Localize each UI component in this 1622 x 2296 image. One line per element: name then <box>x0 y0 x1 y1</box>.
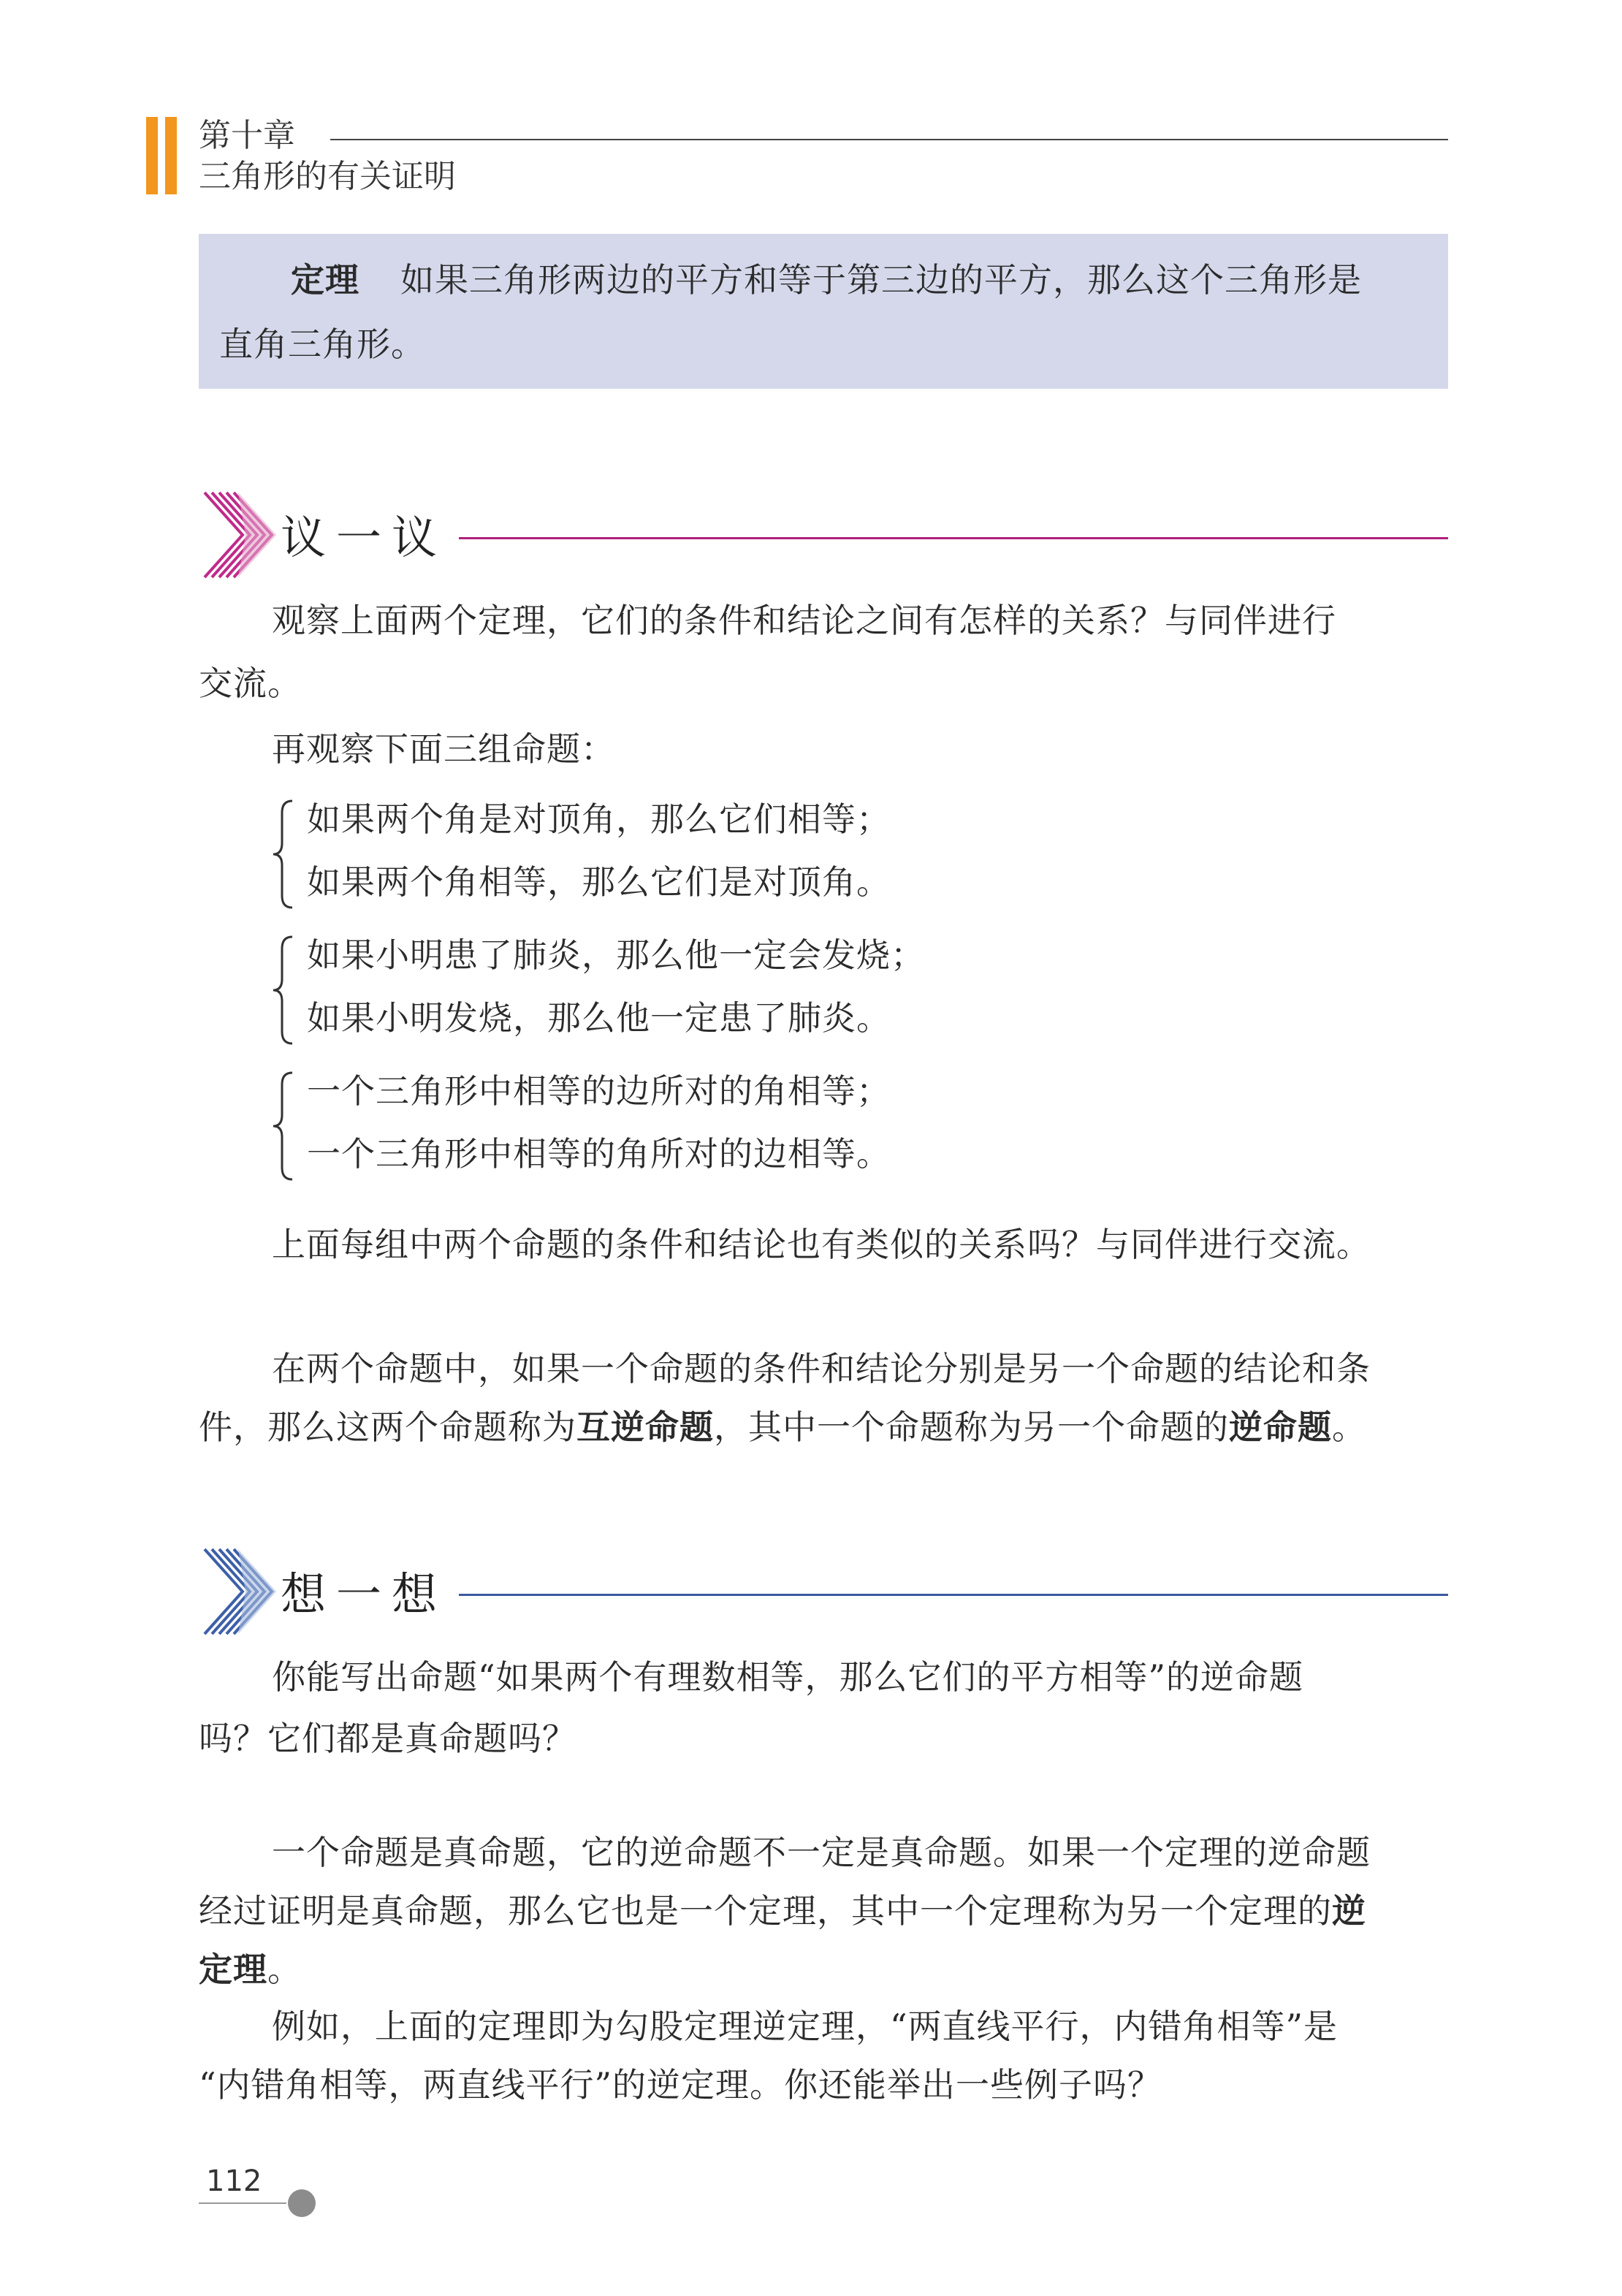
proposition: 一个三角形中相等的边所对的角相等； <box>307 1071 891 1111</box>
header-accent-bar <box>165 117 177 194</box>
paragraph: 观察上面两个定理，它们的条件和结论之间有怎样的关系？与同伴进行 <box>272 601 1336 640</box>
proposition: 如果小明发烧，那么他一定患了肺炎。 <box>307 998 891 1038</box>
chevron-arrows-icon <box>199 488 278 582</box>
paragraph-text: 。 <box>267 1950 302 1989</box>
paragraph-text: 经过证明是真命题，那么它也是一个定理，其中一个定理称为另一个定理的 <box>199 1891 1332 1931</box>
definition-text: 。 <box>1332 1407 1366 1447</box>
header-rule <box>330 139 1448 140</box>
theorem-label: 定理 <box>291 260 359 300</box>
paragraph: “内错角相等，两直线平行”的逆定理。你还能举出一些例子吗？ <box>199 2065 1162 2105</box>
paragraph: 再观察下面三组命题： <box>272 729 615 769</box>
definition-line-1: 在两个命题中，如果一个命题的条件和结论分别是另一个命题的结论和条 <box>272 1349 1371 1388</box>
section-title-discuss: 议一议 <box>281 511 448 564</box>
proposition: 如果小明患了肺炎，那么他一定会发烧； <box>307 935 925 975</box>
paragraph: 交流。 <box>199 664 302 703</box>
proposition: 一个三角形中相等的角所对的边相等。 <box>307 1134 891 1174</box>
paragraph: 吗？它们都是真命题吗？ <box>199 1719 576 1758</box>
definition-line-2 <box>199 1396 1366 1459</box>
term-converse: 逆命题 <box>1229 1407 1332 1447</box>
theorem-text: 如果三角形两边的平方和等于第三边的平方，那么这个三角形是 <box>400 260 1362 300</box>
brace-icon <box>270 799 295 909</box>
section-rule <box>459 1594 1448 1596</box>
section-rule <box>459 537 1448 539</box>
term-converse-theorem: 定理 <box>199 1950 267 1989</box>
paragraph: 上面每组中两个命题的条件和结论也有类似的关系吗？与同伴进行交流。 <box>272 1225 1371 1264</box>
definition-text: ，其中一个命题称为另一个命题的 <box>714 1407 1229 1447</box>
paragraph <box>199 1938 302 2001</box>
term-mutual-converse: 互逆命题 <box>576 1407 714 1447</box>
definition-text: 件，那么这两个命题称为 <box>199 1407 576 1447</box>
chapter-label: 第十章 <box>199 117 295 154</box>
paragraph: 例如，上面的定理即为勾股定理逆定理，“两直线平行，内错角相等”是 <box>272 2007 1339 2046</box>
header-accent-bar <box>146 117 158 194</box>
chevron-arrows-icon <box>199 1545 278 1638</box>
proposition: 如果两个角相等，那么它们是对顶角。 <box>307 862 891 902</box>
proposition: 如果两个角是对顶角，那么它们相等； <box>307 799 891 839</box>
brace-icon <box>270 935 295 1045</box>
page-number: 112 <box>206 2164 262 2198</box>
section-title-think: 想一想 <box>281 1567 448 1621</box>
paragraph: 一个命题是真命题，它的逆命题不一定是真命题。如果一个定理的逆命题 <box>272 1833 1371 1872</box>
paragraph: 你能写出命题“如果两个有理数相等，那么它们的平方相等”的逆命题 <box>272 1657 1304 1697</box>
theorem-line-2: 直角三角形。 <box>219 324 425 364</box>
footer-dot <box>288 2189 316 2217</box>
paragraph <box>199 1879 1366 1942</box>
term-converse-theorem: 逆 <box>1332 1891 1366 1931</box>
chapter-subtitle: 三角形的有关证明 <box>199 158 456 195</box>
footer-rule <box>199 2202 286 2204</box>
theorem-line-1 <box>291 248 1362 311</box>
brace-icon <box>270 1071 295 1181</box>
